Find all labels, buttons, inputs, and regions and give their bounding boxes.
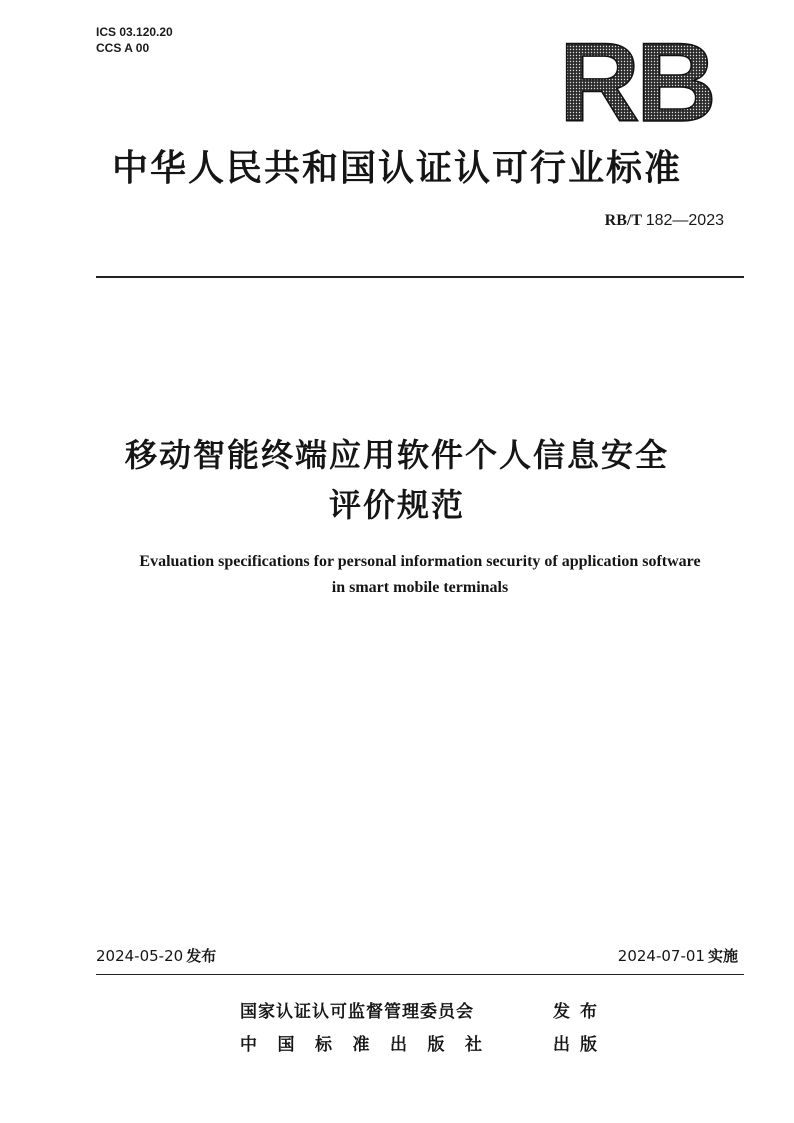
- document-title-cn-line2: 评价规范: [328, 486, 465, 524]
- rb-logo-text: RB: [559, 33, 713, 129]
- ics-code: ICS 03.120.20: [96, 25, 173, 39]
- implementation-date: [618, 945, 738, 966]
- ccs-code: CCS A 00: [96, 41, 150, 55]
- press-name: 中国标准出版社: [240, 1035, 503, 1055]
- bottom-divider: [96, 974, 744, 975]
- standard-code-prefix: RB/T: [604, 212, 642, 229]
- standard-code: [605, 212, 724, 230]
- standard-code-number: 182—2023: [645, 212, 724, 229]
- publisher-action: 发布: [553, 1002, 607, 1022]
- standard-category-title: 中华人民共和国认证认可行业标准: [111, 148, 682, 189]
- issue-date-value: 2024-05-20: [96, 947, 184, 965]
- issue-date-label: 发布: [186, 947, 217, 965]
- document-title-en-line1: Evaluation specifications for personal information security of application software: [139, 553, 701, 570]
- publisher-name: 国家认证认可监督管理委员会: [240, 1002, 474, 1022]
- rb-logo: [536, 33, 736, 129]
- classification-codes: [96, 24, 173, 56]
- top-divider: [96, 276, 744, 278]
- press-action: 出版: [553, 1035, 607, 1055]
- implementation-date-value: 2024-07-01: [617, 947, 705, 965]
- issue-date: [96, 945, 216, 966]
- document-title-cn-line1: 移动智能终端应用软件个人信息安全: [124, 436, 669, 474]
- document-title-en-line2: in smart mobile terminals: [331, 579, 509, 596]
- implementation-date-label: 实施: [707, 947, 738, 965]
